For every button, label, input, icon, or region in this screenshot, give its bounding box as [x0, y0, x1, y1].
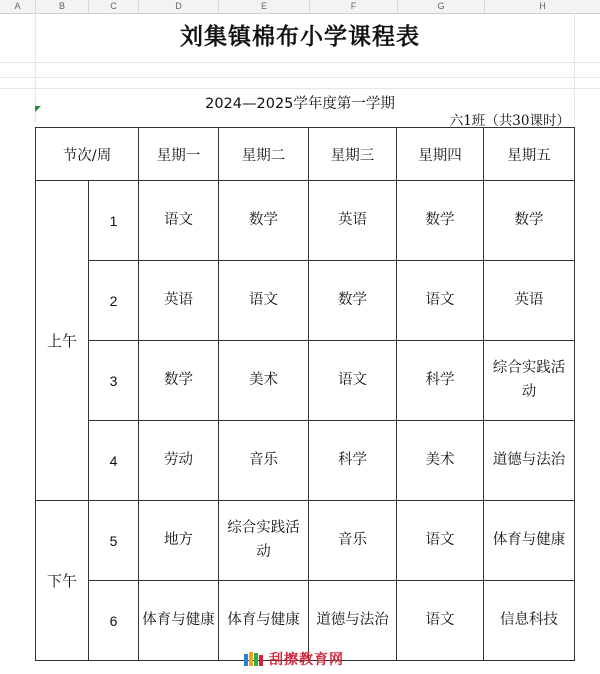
- class-cell[interactable]: 综合实践活动: [219, 501, 309, 581]
- period-number[interactable]: 6: [89, 581, 139, 661]
- class-cell[interactable]: 劳动: [139, 421, 219, 501]
- class-cell[interactable]: 数学: [397, 181, 484, 261]
- class-cell[interactable]: 英语: [484, 261, 575, 341]
- class-info: 六1班（共30课时）: [449, 113, 570, 129]
- class-cell[interactable]: 体育与健康: [139, 581, 219, 661]
- class-cell[interactable]: 数学: [219, 181, 309, 261]
- period-number[interactable]: 4: [89, 421, 139, 501]
- class-cell[interactable]: 英语: [139, 261, 219, 341]
- class-cell[interactable]: 语文: [397, 581, 484, 661]
- class-cell[interactable]: 道德与法治: [484, 421, 575, 501]
- class-cell[interactable]: 音乐: [219, 421, 309, 501]
- class-cell[interactable]: 数学: [139, 341, 219, 421]
- class-cell[interactable]: 美术: [219, 341, 309, 421]
- table-row: [36, 501, 575, 581]
- corner-header[interactable]: 节次/周: [36, 128, 139, 181]
- class-cell[interactable]: 英语: [309, 181, 397, 261]
- table-row: [36, 181, 575, 261]
- class-cell[interactable]: 语文: [397, 261, 484, 341]
- period-number[interactable]: 3: [89, 341, 139, 421]
- class-cell[interactable]: 数学: [484, 181, 575, 261]
- class-cell[interactable]: 体育与健康: [484, 501, 575, 581]
- class-cell[interactable]: 道德与法治: [309, 581, 397, 661]
- session-label-afternoon[interactable]: 下午: [36, 501, 89, 661]
- header-row: [36, 128, 575, 181]
- table-row: [36, 341, 575, 421]
- watermark-text: 刮擦教育网: [269, 652, 344, 668]
- class-cell[interactable]: 语文: [309, 341, 397, 421]
- period-number[interactable]: 1: [89, 181, 139, 261]
- column-header-a[interactable]: A: [0, 0, 36, 13]
- period-number[interactable]: 5: [89, 501, 139, 581]
- day-header[interactable]: 星期二: [219, 128, 309, 181]
- class-cell[interactable]: 科学: [397, 341, 484, 421]
- day-header[interactable]: 星期一: [139, 128, 219, 181]
- sheet-gridline: [0, 77, 600, 78]
- column-header-g[interactable]: G: [398, 0, 485, 13]
- class-cell[interactable]: 综合实践活动: [484, 341, 575, 421]
- day-header[interactable]: 星期四: [397, 128, 484, 181]
- table-row: [36, 261, 575, 341]
- column-header-bar: [0, 0, 600, 14]
- page-title: 刘集镇棉布小学课程表: [180, 24, 420, 50]
- sheet-gridline: [0, 88, 600, 89]
- schedule-table: [35, 127, 575, 661]
- day-header[interactable]: 星期三: [309, 128, 397, 181]
- table-row: [36, 421, 575, 501]
- class-cell[interactable]: 语文: [219, 261, 309, 341]
- class-cell[interactable]: 数学: [309, 261, 397, 341]
- class-cell[interactable]: 语文: [397, 501, 484, 581]
- class-cell[interactable]: 科学: [309, 421, 397, 501]
- class-cell[interactable]: 音乐: [309, 501, 397, 581]
- site-watermark: [243, 650, 344, 668]
- column-header-h[interactable]: H: [485, 0, 600, 13]
- day-header[interactable]: 星期五: [484, 128, 575, 181]
- class-cell[interactable]: 美术: [397, 421, 484, 501]
- term-subtitle: 2024—2025学年度第一学期: [205, 96, 395, 112]
- column-header-b[interactable]: B: [36, 0, 89, 13]
- column-header-e[interactable]: E: [219, 0, 310, 13]
- session-label-morning[interactable]: 上午: [36, 181, 89, 501]
- sheet-gridline: [0, 62, 600, 63]
- class-cell[interactable]: 体育与健康: [219, 581, 309, 661]
- column-header-c[interactable]: C: [89, 0, 139, 13]
- book-logo-icon: [243, 651, 265, 667]
- column-header-d[interactable]: D: [139, 0, 219, 13]
- class-cell[interactable]: 语文: [139, 181, 219, 261]
- class-cell[interactable]: 信息科技: [484, 581, 575, 661]
- class-cell[interactable]: 地方: [139, 501, 219, 581]
- period-number[interactable]: 2: [89, 261, 139, 341]
- column-header-f[interactable]: F: [310, 0, 398, 13]
